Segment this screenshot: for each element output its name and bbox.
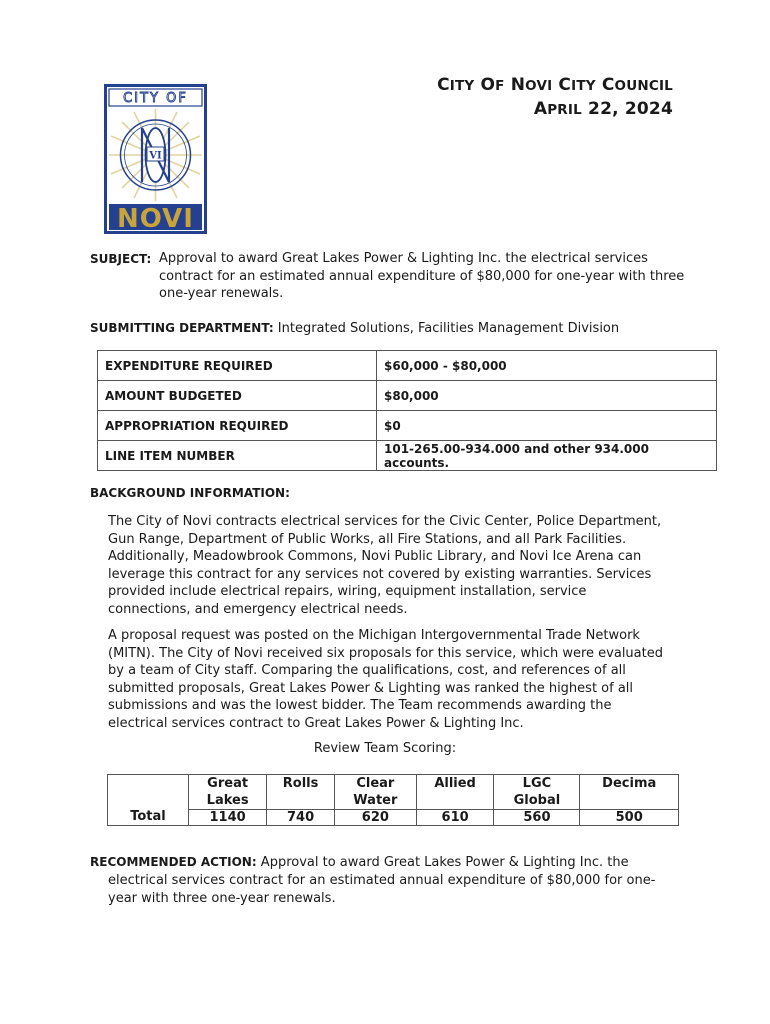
logo-top-text: CITY OF [123, 91, 188, 106]
background-paragraph-2 [108, 627, 688, 732]
empty-header-cell [108, 775, 189, 826]
score-cell: 610 [416, 810, 494, 826]
submitting-department [90, 321, 619, 336]
budget-label: AMOUNT BUDGETED [98, 381, 377, 411]
background-paragraph-1 [108, 513, 688, 618]
document-header [437, 74, 673, 122]
paragraph-line: Gun Range, Department of Public Works, all Fire Stations, and all Park Facilities. [108, 531, 627, 547]
budget-value: $80,000 [377, 381, 717, 411]
scoring-table [107, 774, 679, 826]
subject-line: one-year renewals. [159, 286, 284, 301]
vendor-header: LGC Global [494, 775, 580, 810]
table-row [98, 441, 717, 471]
paragraph-line: submissions and was the lowest bidder. The Team recommends awarding the [108, 698, 612, 713]
score-cell: 740 [267, 810, 335, 826]
vendor-header: Rolls [267, 775, 335, 810]
city-of-novi-logo [104, 84, 207, 234]
header-date: APRIL 22, 2024 [533, 99, 673, 119]
paragraph-line: Additionally, Meadowbrook Commons, Novi Public Library, and Novi Ice Arena can [108, 549, 642, 564]
scoring-header-row [108, 775, 679, 810]
table-row [98, 411, 717, 441]
budget-table [97, 350, 717, 471]
paragraph-line: connections, and emergency electrical needs. [108, 601, 408, 617]
recommended-line: Approval to award Great Lakes Power & Lighting Inc. the [260, 855, 629, 870]
department-value: Integrated Solutions, Facilities Management Division [277, 321, 620, 336]
paragraph-line: The City of Novi contracts electrical services for the Civic Center, Police Department, [108, 514, 662, 529]
recommended-line: electrical services contract for an estimated annual expenditure of $80,000 for one- [108, 873, 656, 888]
paragraph-line: provided include electrical repairs, wiring, equipment installation, service [108, 584, 587, 599]
vendor-header: Clear Water [334, 775, 416, 810]
score-cell: 1140 [189, 810, 267, 826]
paragraph-line: leverage this contract for any services not covered by existing warranties. Services [108, 566, 652, 582]
paragraph-line: A proposal request was posted on the Michigan Intergovernmental Trade Network [108, 628, 640, 643]
scoring-total-row [108, 810, 679, 826]
subject-line: Approval to award Great Lakes Power & Lighting Inc. the electrical services [159, 251, 648, 266]
vendor-header: Decima [580, 775, 679, 810]
score-cell: 560 [494, 810, 580, 826]
subject-label: SUBJECT: [90, 252, 152, 266]
paragraph-line: electrical services contract to Great Lakes Power & Lighting Inc. [108, 715, 524, 731]
subject-text [159, 250, 719, 303]
recommended-line: year with three one-year renewals. [108, 891, 336, 906]
budget-label: LINE ITEM NUMBER [98, 441, 377, 471]
score-cell: 500 [580, 810, 679, 826]
recommended-label: RECOMMENDED ACTION: [90, 855, 257, 869]
paragraph-line: (MITN). The City of Novi received six proposals for this service, which were evaluated [108, 645, 663, 661]
subject-line: contract for an estimated annual expenditure of $80,000 for one-year with three [159, 268, 685, 284]
budget-label: APPROPRIATION REQUIRED [98, 411, 377, 441]
paragraph-line: by a team of City staff. Comparing the qualifications, cost, and references of all [108, 663, 626, 678]
logo-center-text: VI [149, 150, 162, 162]
total-label: Total [130, 809, 166, 824]
logo-bottom-text: NOVI [117, 204, 194, 234]
score-cell: 620 [334, 810, 416, 826]
paragraph-line: submitted proposals, Great Lakes Power & Lighting was ranked the highest of all [108, 680, 634, 696]
department-label: SUBMITTING DEPARTMENT: [90, 321, 274, 335]
header-title: CITY OF NOVI CITY COUNCIL [437, 75, 673, 95]
vendor-header: Allied [416, 775, 494, 810]
scoring-title: Review Team Scoring: [313, 741, 457, 756]
recommended-action [90, 853, 680, 908]
vendor-header: Great Lakes [189, 775, 267, 810]
budget-value: $60,000 - $80,000 [377, 351, 717, 381]
budget-value: $0 [377, 411, 717, 441]
budget-value: 101-265.00-934.000 and other 934.000 accounts. [377, 441, 717, 471]
table-row [98, 351, 717, 381]
background-label: BACKGROUND INFORMATION: [90, 486, 290, 500]
budget-label: EXPENDITURE REQUIRED [98, 351, 377, 381]
table-row [98, 381, 717, 411]
